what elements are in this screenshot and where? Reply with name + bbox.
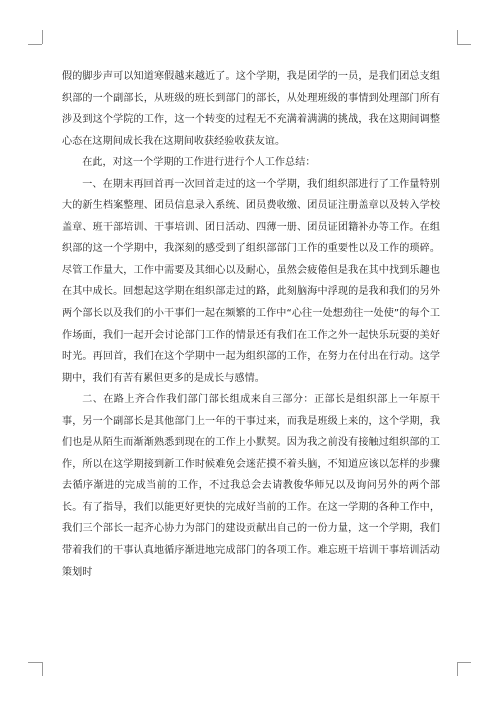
paragraph-4: 二、在路上齐合作我们部门部长组成来自三部分：正部长是组织部上一年原干事，另一个副部长是其他部门上一年的干事过来，而我是班级上来的，这个学期，我们也是从陌生而渐渐熟悉到现在的工作上小默契。因为我之前没有接触过组织部的工作，所以在这学期接到新工作时候难免会迷茫摸不着头脑，不知道应该以怎样的步骤去循序渐进的完成当前的工作，不过我总会去请教俊华师兄以及询问另外的两个部长。有了指导，我们以能更好更快的完成好当前的工作。在这一学期的各种工作中，我们三个部长一起齐心协力为部门的建设贡献出自己的一份力量，这一个学期，我们带着我们的干事认真地循序渐进地完成部门的各项工作。难忘班干培训干事培训活动策划时 [62,394,440,578]
paragraph-1: 假的脚步声可以知道寒假越来越近了。这个学期，我是团学的一员，是我们团总支组织部的一个副部长，从班级的班长到部门的部长，从处理班级的事情到处理部门所有涉及到这个学院的工作，这一个转变的过程无不充满着满满的挑战，我在这期间调整心态在这期间成长我在这期间收获经验收获友谊。 [62,71,440,147]
crop-mark-top-left [42,30,43,44]
paragraph-2: 在此，对这一个学期的工作进行进行个人工作总结： [82,157,316,169]
crop-mark-top-left [28,44,42,45]
document-body [62,66,440,583]
crop-mark-bottom-left [28,662,42,663]
crop-mark-bottom-right [457,662,471,663]
crop-mark-top-right [457,44,471,45]
crop-mark-bottom-right [457,662,458,676]
paragraph-3: 一、在期末再回首再一次回首走过的这一个学期，我们组织部进行了工作量特别大的新生档案整理、团员信息录入系统、团员费收缴、团员证注册盖章以及转入学校盖章、班干部培训、干事培训、团日活动、四薄一册、团员证团籍补办等工作。在组织部的这一个学期中，我深刻的感受到了组织部部门工作的重要性以及工作的琐碎。尽管工作量大，工作中需要及其细心以及耐心，虽然会疲倦但是我在其中找到乐趣也在其中成长。回想起这学期在组织部走过的路，此刻脑海中浮现的是我和我们的另外两个部长以及我们的小干事们一起在频繁的工作中“心往一处想劲往一处使”的每个工作场面，我们一起开会讨论部门工作的情景还有我们在工作之外一起快乐玩耍的美好时光。再回首，我们在这个学期中一起为组织部的工作，在努力在付出在行动。这学期中，我们有苦有累但更多的是成长与感情。 [62,178,440,384]
crop-mark-top-right [457,30,458,44]
crop-mark-bottom-left [42,662,43,676]
